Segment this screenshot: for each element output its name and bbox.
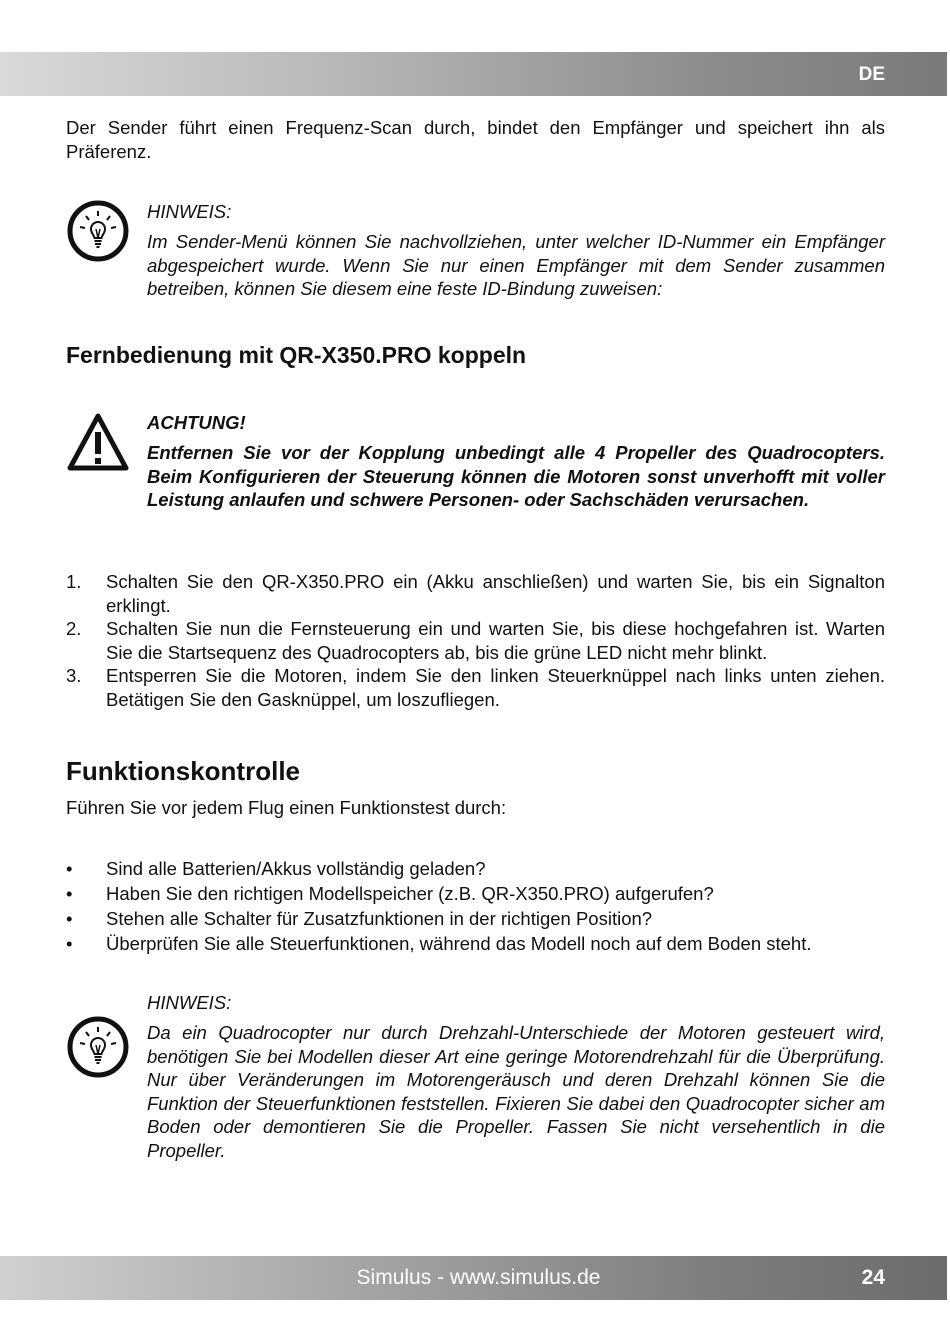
warning-triangle-icon <box>66 410 130 474</box>
lightbulb-hint-icon <box>66 1015 130 1079</box>
list-item <box>66 881 885 906</box>
list-item <box>66 617 885 664</box>
list-item <box>66 931 885 956</box>
section-heading: Funktionskontrolle <box>66 756 300 786</box>
step-number: 3. <box>66 665 82 686</box>
footer-website: Simulus - www.simulus.de <box>356 1266 601 1289</box>
check-text: Überprüfen Sie alle Steuerfunktionen, während das Modell noch auf dem Boden steht. <box>106 933 812 954</box>
step-text: Schalten Sie den QR-X350.PRO ein (Akku anschließen) und warten Sie, bis ein Signalton erklingt. <box>106 571 885 616</box>
check-text: Sind alle Batterien/Akkus vollständig geladen? <box>106 858 486 879</box>
steps-list <box>66 570 885 711</box>
step-text: Schalten Sie nun die Fernsteuerung ein und warten Sie, bis diese hochgefahren ist. Warten Sie die Startsequenz des Quadrocopters ab, bis die grüne LED nicht mehr blinkt. <box>106 618 885 663</box>
intro-paragraph: Der Sender führt einen Frequenz-Scan durch, bindet den Empfänger und speichert ihn als Präferenz. <box>66 117 885 162</box>
note-text: Im Sender-Menü können Sie nachvollziehen, unter welcher ID-Nummer ein Empfänger abgespeichert wurde. Wenn Sie nur einen Empfänger mit dem Sender zusammen betreiben, können Sie diesem eine feste ID-Bindung zuweisen: <box>147 231 885 299</box>
section-intro: Führen Sie vor jedem Flug einen Funktionstest durch: <box>66 797 507 818</box>
language-label: DE <box>858 64 885 85</box>
checklist <box>66 856 885 956</box>
bullet: • <box>66 908 73 929</box>
list-item <box>66 664 885 711</box>
note-title: HINWEIS: <box>147 992 232 1013</box>
list-item <box>66 906 885 931</box>
bullet: • <box>66 858 73 879</box>
check-text: Haben Sie den richtigen Modellspeicher (z.B. QR-X350.PRO) aufgerufen? <box>106 883 714 904</box>
list-item <box>66 856 885 881</box>
step-number: 2. <box>66 618 82 639</box>
section-heading: Fernbedienung mit QR-X350.PRO koppeln <box>66 342 527 368</box>
footer-bar <box>0 1256 947 1300</box>
step-text: Entsperren Sie die Motoren, indem Sie den linken Steuerknüppel nach links unten ziehen. Betätigen Sie den Gasknüppel, um loszufliegen. <box>106 665 885 710</box>
bullet: • <box>66 933 73 954</box>
check-text: Stehen alle Schalter für Zusatzfunktionen in der richtigen Position? <box>106 908 653 929</box>
note-title: HINWEIS: <box>147 201 232 222</box>
note-text: Da ein Quadrocopter nur durch Drehzahl-Unterschiede der Motoren gesteuert wird, benötigen Sie bei Modellen dieser Art eine geringe Motorendrehzahl für die Überprüfung. Nur über Veränderungen im Motorengeräusch und deren Drehzahl können Sie die Funktion der Steuerfunktionen feststellen. Fixieren Sie dabei den Quadrocopter sicher am Boden oder demontieren Sie die Propeller. Fassen Sie nicht versehentlich in die Propeller. <box>147 1022 885 1161</box>
step-number: 1. <box>66 571 82 592</box>
bullet: • <box>66 883 73 904</box>
list-item <box>66 570 885 617</box>
page-number: 24 <box>861 1266 885 1289</box>
lightbulb-hint-icon <box>66 199 130 263</box>
header-bar <box>0 52 947 96</box>
warning-title: ACHTUNG! <box>147 412 246 433</box>
warning-text: Entfernen Sie vor der Kopplung unbedingt alle 4 Propeller des Quadrocopters. Beim Konfigurieren der Steuerung können die Motoren sonst unverhofft mit voller Leistung anlaufen und schwere Personen- oder Sachschäden verursachen. <box>147 442 885 510</box>
